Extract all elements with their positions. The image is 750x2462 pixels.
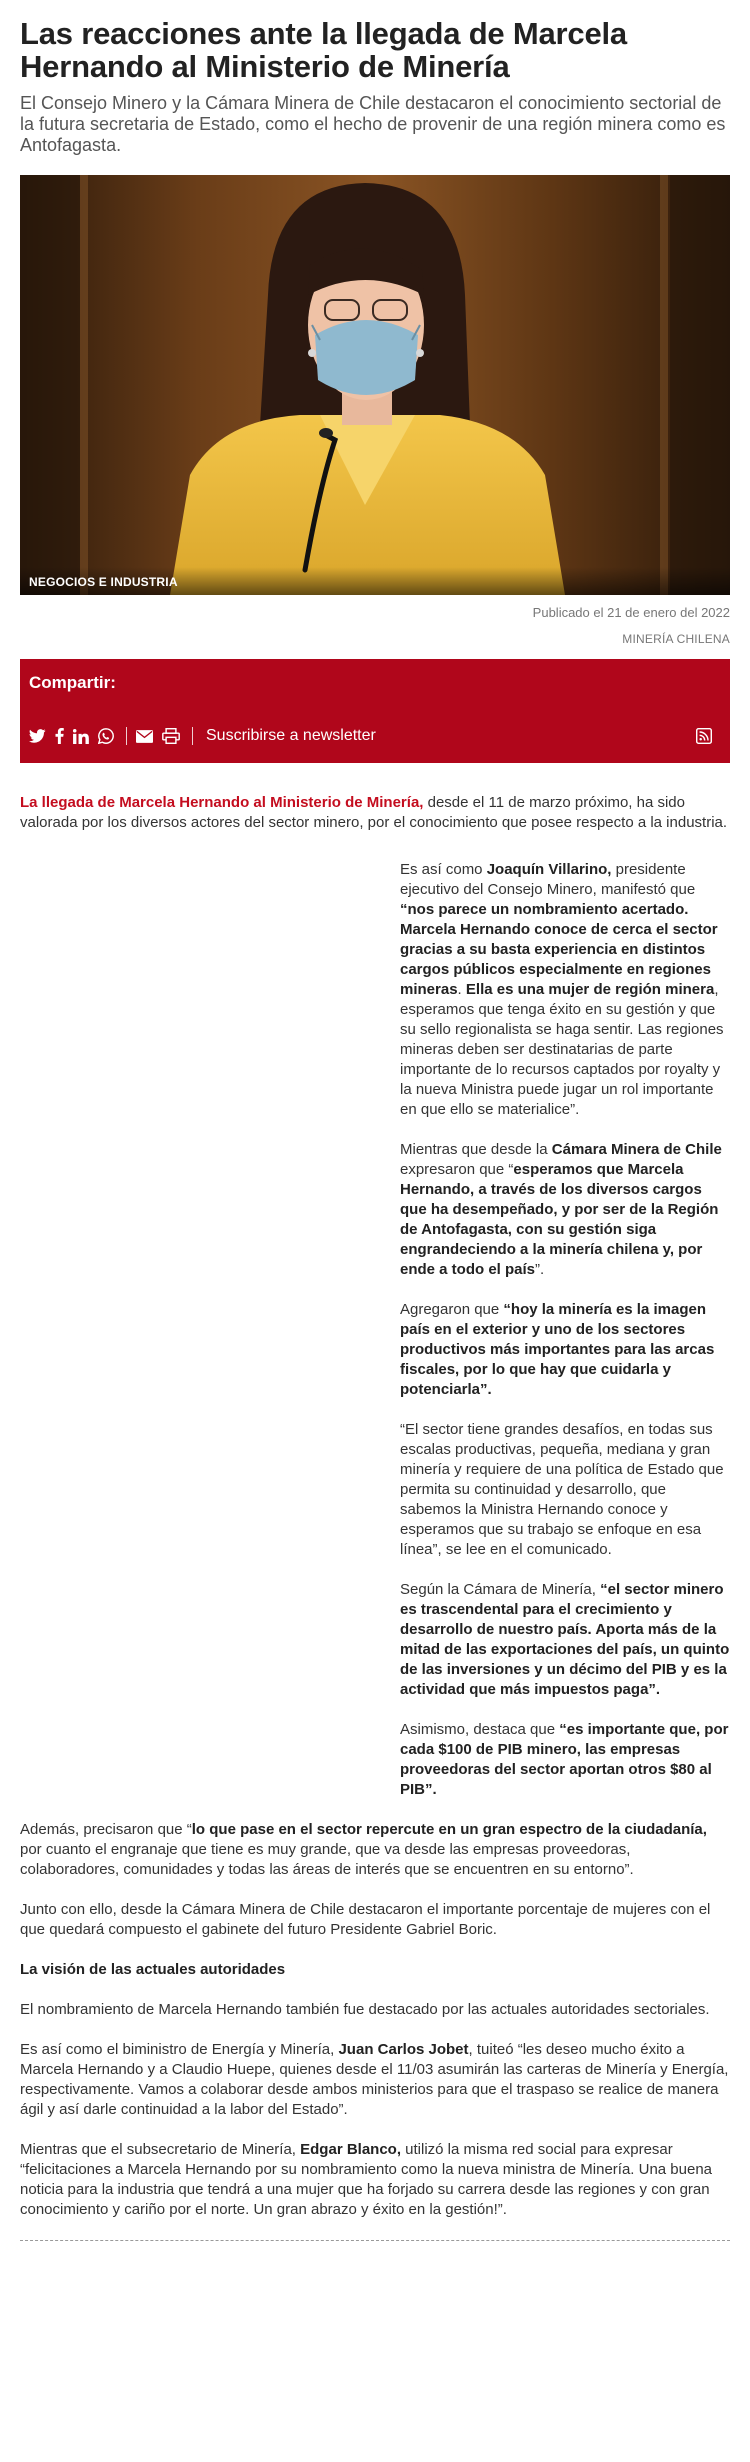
article-body: [20, 793, 730, 2241]
paragraph-nombramiento: El nombramiento de Marcela Hernando también fue destacado por las actuales autoridades sectoriales.: [20, 2001, 710, 2018]
bold-name: Juan Carlos Jobet: [338, 2041, 469, 2058]
paragraph-blanco: [20, 2140, 730, 2220]
category-badge[interactable]: [20, 567, 730, 595]
bold-name: Edgar Blanco,: [300, 2141, 401, 2158]
article-continuation: [20, 1820, 730, 2220]
text: utilizó la misma red social para expresar “felicitaciones a Marcela Hernando por su nombramiento como la nueva ministra de Minería. Una buena noticia para la industria que tendrá a una mujer que ha forjado su carrera desde las regiones y con gran conocimiento y cariño por el norte. Un gran abrazo y éxito en la gestión!”.: [20, 2141, 713, 2218]
paragraph-segun-camara: [400, 1580, 730, 1700]
bold-name: Joaquín Villarino,: [486, 861, 612, 878]
share-divider: [126, 727, 127, 745]
paragraph-camara: [400, 1140, 730, 1280]
article-meta: [20, 605, 730, 647]
bold-quote: esperamos que Marcela Hernando, a través de los diversos cargos que ha desempeñado, y por ser de la Región de Antofagasta, con su gestión siga engrandeciendo a la minería chilena y, por ende a todo el país: [400, 1161, 719, 1278]
text: expresaron que “: [400, 1161, 514, 1178]
paragraph-gabinete: Junto con ello, desde la Cámara Minera de Chile destacaron el importante porcentaje de mujeres con el que quedará compuesto el gabinete del futuro Presidente Gabriel Boric.: [20, 1901, 711, 1938]
intro-text: desde el 11 de marzo próximo, ha sido valorada por los diversos actores del sector minero, por el conocimiento que posee respecto a la industria.: [20, 794, 728, 831]
print-icon[interactable]: [162, 726, 180, 746]
text: Mientras que el subsecretario de Minería,: [20, 2141, 301, 2158]
article-headline: Las reacciones ante la llegada de Marcela Hernando al Ministerio de Minería: [20, 16, 627, 84]
publish-date: Publicado el 21 de enero del 2022: [532, 605, 730, 620]
text: Es así como el biministro de Energía y Minería,: [20, 2041, 339, 2058]
text: Además, precisaron que “: [20, 1821, 192, 1838]
text: , esperamos que tenga éxito en su gestión y que su sello regionalista se haga sentir. Las regiones mineras deben ser destinatarias de parte importante de lo recursos captados por royalty y la nueva Ministra puede jugar un rol importante en que ello se materialice”.: [400, 981, 724, 1118]
text: Mientras que desde la: [400, 1141, 552, 1158]
bold-quote: Ella es una mujer de región minera: [465, 981, 715, 998]
text: .: [457, 981, 466, 998]
bold-quote: “el sector minero es trascendental para el crecimiento y desarrollo de nuestro país. Aporta más de la mitad de las exportaciones del país, un quinto de las inversiones y un décimo del PIB y es la actividad que más impuestos paga”.: [400, 1581, 730, 1698]
paragraph-asimismo: [400, 1720, 730, 1800]
share-title: Compartir:: [29, 673, 116, 692]
paragraph-agregaron: [400, 1300, 730, 1400]
section-subheading: La visión de las actuales autoridades: [20, 1961, 286, 1978]
paragraph-villarino: [400, 860, 730, 1120]
text: presidente ejecutivo del Consejo Minero, manifestó que: [400, 861, 696, 898]
bold-quote: lo que pase en el sector repercute en un gran espectro de la ciudadanía,: [191, 1821, 707, 1838]
share-divider: [192, 727, 193, 745]
share-icons-row: [29, 726, 721, 746]
share-bar: [20, 659, 730, 763]
text: Agregaron que: [400, 1301, 504, 1318]
article-end-divider: [20, 2240, 730, 2241]
newsletter-link[interactable]: Suscribirse a newsletter: [206, 727, 376, 744]
rss-icon[interactable]: [696, 726, 712, 746]
intro-paragraph: [20, 793, 730, 833]
hero-photo-illustration: [20, 175, 730, 595]
text: por cuanto el engranaje que tiene es muy grande, que va desde las empresas proveedoras, colaboradores, comunidades y todas las áreas de interés que se encuentren en su entorno”.: [20, 1841, 634, 1878]
bold-quote: “es importante que, por cada $100 de PIB minero, las empresas proveedoras del sector aportan otros $80 al PIB”.: [400, 1721, 729, 1798]
linkedin-icon[interactable]: [73, 726, 89, 746]
email-icon[interactable]: [136, 726, 153, 746]
hero-image: [20, 175, 730, 595]
text: , tuiteó “les deseo mucho éxito a Marcela Hernando y a Claudio Huepe, quienes desde el 11/03 asumirán las carteras de Minería y Energía, respectivamente. Vamos a colaborar desde ambos ministerios para que el traspaso se realice de manera ágil y así darle continuidad a la labor del Estado”.: [20, 2041, 729, 2118]
twitter-icon[interactable]: [29, 726, 46, 746]
paragraph-jobet: [20, 2040, 730, 2120]
paragraph-ademas: [20, 1820, 730, 1880]
article-lead: El Consejo Minero y la Cámara Minera de Chile destacaron el conocimiento sectorial de la futura secretaria de Estado, como el hecho de provenir de una región minera como es Antofagasta.: [20, 93, 726, 155]
paragraph-comunicado: “El sector tiene grandes desafíos, en todas sus escalas productivas, pequeña, mediana y gran minería y requiere de una política de Estado que permita su continuidad y desarrollo, que sabemos la Ministra Hernando conoce y esperamos que su trabajo se enfoque en esa línea”, se lee en el comunicado.: [400, 1421, 724, 1558]
bold-quote: “nos parece un nombramiento acertado. Marcela Hernando conoce de cerca el sector gracias a su basta experiencia en distintos cargos públicos especialmente en regiones mineras: [400, 901, 718, 998]
bold-quote: “hoy la minería es la imagen país en el exterior y uno de los sectores productivos más importantes para las arcas fiscales, por lo que hay que cuidarla y potenciarla”.: [400, 1301, 715, 1398]
bold-name: Cámara Minera de Chile: [551, 1141, 722, 1158]
article-source: MINERÍA CHILENA: [622, 632, 730, 646]
quotes-column: [400, 860, 730, 1800]
whatsapp-icon[interactable]: [98, 726, 114, 746]
intro-link[interactable]: La llegada de Marcela Hernando al Ministerio de Minería,: [20, 794, 424, 811]
facebook-icon[interactable]: [55, 726, 64, 746]
text: Asimismo, destaca que: [400, 1721, 560, 1738]
text: Según la Cámara de Minería,: [400, 1581, 601, 1598]
text: Es así como: [400, 861, 487, 878]
text: ”.: [535, 1261, 545, 1278]
category-label: NEGOCIOS E INDUSTRIA: [29, 575, 178, 589]
